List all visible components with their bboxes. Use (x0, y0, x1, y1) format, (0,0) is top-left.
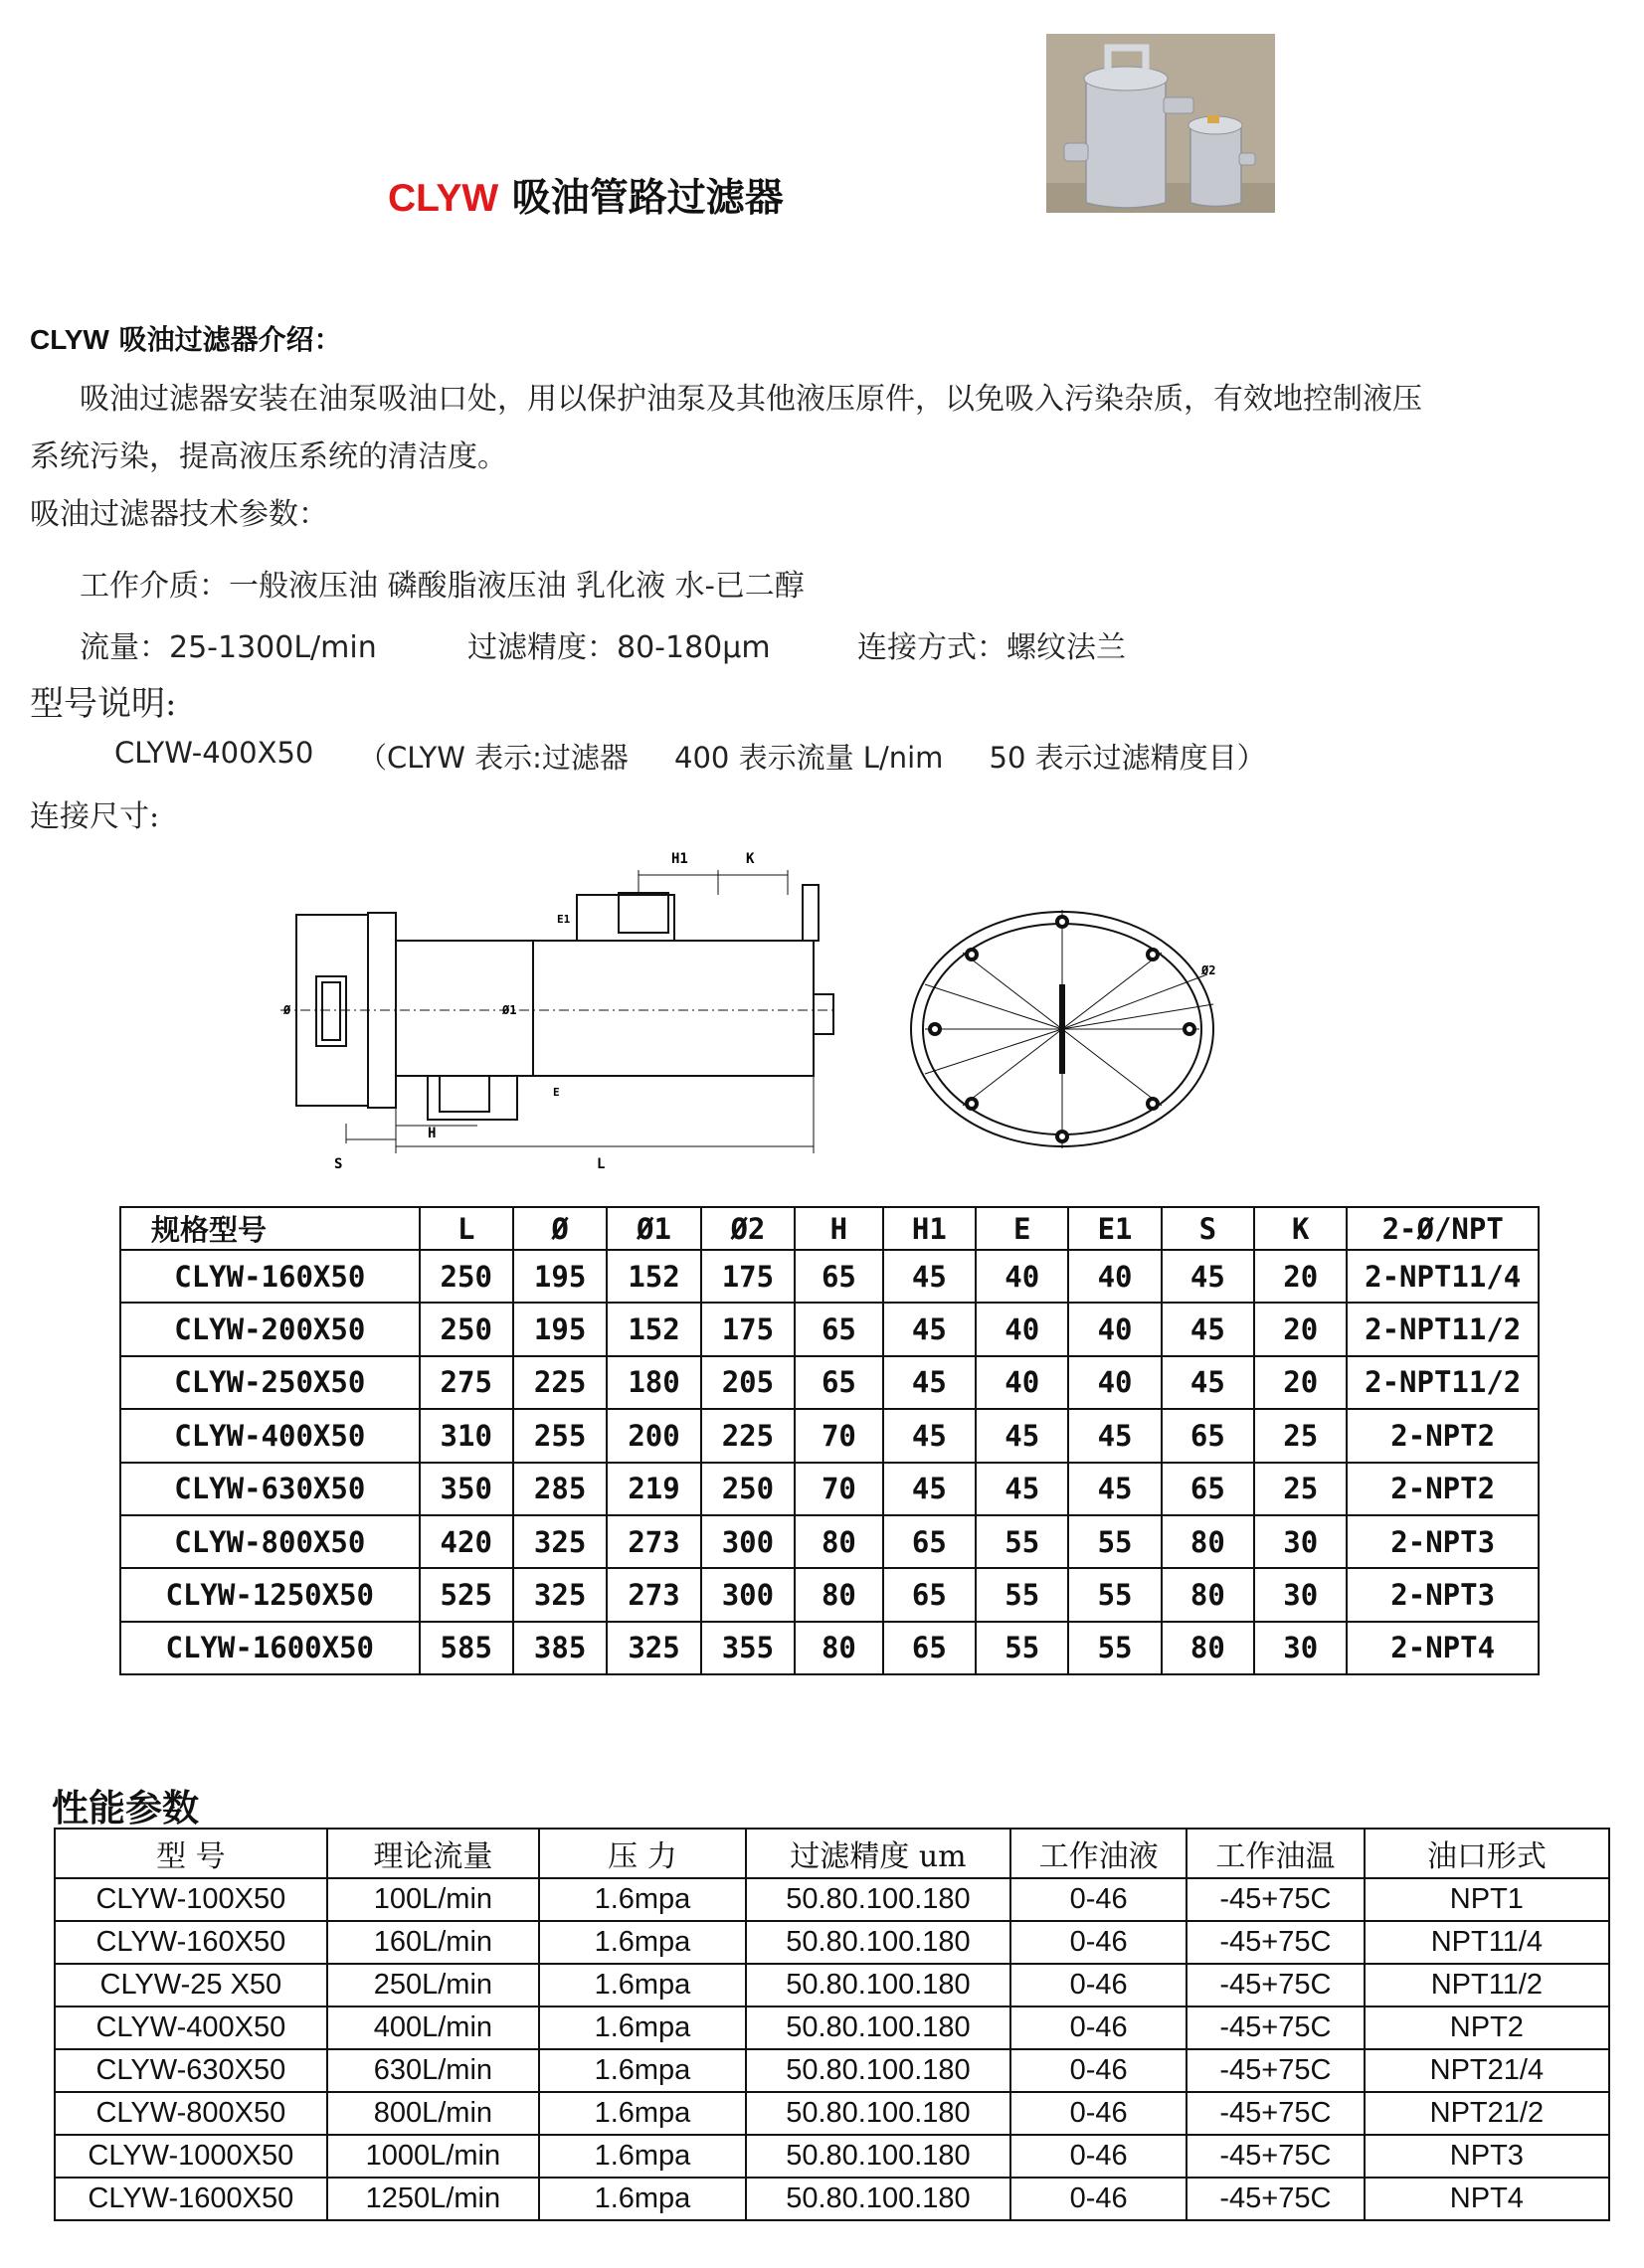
spec-cell: 325 (513, 1515, 607, 1568)
spec-table-body (120, 1250, 1539, 1674)
perf-cell: NPT3 (1365, 2135, 1609, 2178)
perf-cell: 400L/min (327, 2006, 539, 2049)
perf-header-cell: 工作油液 (1010, 1829, 1187, 1878)
spec-cell: 65 (795, 1250, 883, 1303)
spec-table-row (120, 1463, 1539, 1515)
spec-header-cell: Ø2 (701, 1207, 795, 1250)
spec-cell: 350 (420, 1463, 513, 1515)
spec-cell: 65 (883, 1622, 976, 1674)
tech-params-heading: 吸油过滤器技术参数： (30, 497, 328, 532)
perf-cell: 0-46 (1010, 1964, 1187, 2006)
spec-cell: 70 (795, 1463, 883, 1515)
spec-cell: 2-NPT4 (1347, 1622, 1539, 1674)
spec-cell: 525 (420, 1568, 513, 1621)
spec-header-cell: L (420, 1207, 513, 1250)
spec-cell: CLYW-400X50 (120, 1409, 420, 1462)
spec-cell: 65 (1162, 1409, 1254, 1462)
working-medium: 工作介质：一般液压油 磷酸脂液压油 乳化液 水-已二醇 (80, 569, 805, 604)
perf-cell: -45+75C (1187, 2006, 1365, 2049)
perf-header-cell: 工作油温 (1187, 1829, 1365, 1878)
filter-dimension-drawing (278, 851, 1253, 1203)
spec-cell: 2-NPT3 (1347, 1568, 1539, 1621)
perf-cell: NPT21/4 (1365, 2049, 1609, 2092)
spec-cell: 273 (607, 1568, 700, 1621)
perf-cell: 50.80.100.180 (746, 2049, 1010, 2092)
spec-cell: 80 (795, 1515, 883, 1568)
dim-label-k: K (746, 851, 755, 867)
spec-cell: 40 (976, 1356, 1068, 1409)
model-heading: 型号说明: (30, 684, 177, 724)
perf-cell: 0-46 (1010, 1878, 1187, 1921)
spec-cell: 300 (701, 1568, 795, 1621)
spec-cell: 45 (1162, 1250, 1254, 1303)
perf-table-row (55, 2135, 1609, 2178)
perf-table-row (55, 1964, 1609, 2006)
perf-cell: 50.80.100.180 (746, 2092, 1010, 2135)
perf-cell: NPT1 (1365, 1878, 1609, 1921)
spec-cell: 30 (1254, 1568, 1347, 1621)
perf-cell: NPT2 (1365, 2006, 1609, 2049)
spec-cell: 40 (1068, 1250, 1161, 1303)
spec-cell: CLYW-250X50 (120, 1356, 420, 1409)
spec-cell: 20 (1254, 1356, 1347, 1409)
spec-cell: 40 (976, 1250, 1068, 1303)
spec-cell: 385 (513, 1622, 607, 1674)
title-text: 吸油管路过滤器 (498, 176, 784, 221)
technical-drawing (278, 851, 1253, 1203)
filter-product-image (1046, 34, 1275, 213)
spec-cell: 65 (795, 1303, 883, 1355)
dim-label-phi2: Ø2 (1201, 963, 1216, 977)
perf-cell: -45+75C (1187, 2092, 1365, 2135)
spec-cell: 65 (883, 1515, 976, 1568)
perf-cell: CLYW-630X50 (55, 2049, 327, 2092)
spec-cell: CLYW-1600X50 (120, 1622, 420, 1674)
perf-cell: 630L/min (327, 2049, 539, 2092)
perf-table-header-row (55, 1829, 1609, 1878)
spec-cell: 310 (420, 1409, 513, 1462)
spec-cell: 45 (1162, 1356, 1254, 1409)
perf-header-cell: 过滤精度 um (746, 1829, 1010, 1878)
spec-header-cell: 规格型号 (120, 1207, 420, 1250)
spec-cell: 45 (1162, 1303, 1254, 1355)
spec-cell: 45 (883, 1303, 976, 1355)
perf-cell: 0-46 (1010, 2049, 1187, 2092)
spec-cell: 55 (1068, 1515, 1161, 1568)
spec-cell: 325 (607, 1622, 700, 1674)
spec-table-row (120, 1515, 1539, 1568)
dim-label-s: S (334, 1156, 343, 1172)
spec-cell: 255 (513, 1409, 607, 1462)
spec-cell: 355 (701, 1622, 795, 1674)
dim-label-h: H (428, 1126, 437, 1141)
perf-table-row (55, 1921, 1609, 1964)
perf-table-row (55, 2006, 1609, 2049)
perf-cell: NPT4 (1365, 2178, 1609, 2220)
perf-cell: NPT21/2 (1365, 2092, 1609, 2135)
perf-cell: 50.80.100.180 (746, 1964, 1010, 2006)
perf-cell: -45+75C (1187, 1878, 1365, 1921)
perf-cell: 0-46 (1010, 2092, 1187, 2135)
spec-cell: 45 (976, 1463, 1068, 1515)
spec-cell: 25 (1254, 1409, 1347, 1462)
perf-cell: 160L/min (327, 1921, 539, 1964)
spec-cell: 55 (1068, 1622, 1161, 1674)
spec-cell: 45 (883, 1250, 976, 1303)
spec-cell: 200 (607, 1409, 700, 1462)
perf-cell: 1.6mpa (539, 1964, 746, 2006)
spec-cell: 55 (976, 1568, 1068, 1621)
spec-cell: 585 (420, 1622, 513, 1674)
spec-cell: 250 (420, 1250, 513, 1303)
spec-cell: 80 (1162, 1568, 1254, 1621)
flow-rate: 流量：25-1300L/min (80, 630, 377, 665)
perf-title: 性能参数 (52, 1787, 199, 1830)
spec-cell: 2-NPT3 (1347, 1515, 1539, 1568)
perf-cell: 0-46 (1010, 2135, 1187, 2178)
dim-label-h1: H1 (671, 851, 688, 867)
spec-header-cell: H1 (883, 1207, 976, 1250)
spec-cell: 250 (701, 1463, 795, 1515)
spec-cell: 45 (883, 1463, 976, 1515)
perf-table-row (55, 2178, 1609, 2220)
spec-cell: 55 (976, 1622, 1068, 1674)
spec-table-header-row (120, 1207, 1539, 1250)
spec-cell: 20 (1254, 1303, 1347, 1355)
spec-table (119, 1206, 1540, 1675)
spec-header-cell: K (1254, 1207, 1347, 1250)
spec-cell: 225 (701, 1409, 795, 1462)
perf-table-row (55, 2092, 1609, 2135)
connection-size-heading: 连接尺寸: (30, 799, 160, 834)
spec-table-row (120, 1356, 1539, 1409)
spec-cell: 175 (701, 1250, 795, 1303)
spec-cell: 40 (1068, 1303, 1161, 1355)
spec-cell: 30 (1254, 1622, 1347, 1674)
perf-cell: 250L/min (327, 1964, 539, 2006)
spec-header-cell: E1 (1068, 1207, 1161, 1250)
perf-cell: 50.80.100.180 (746, 1878, 1010, 1921)
intro-paragraph-line2: 系统污染，提高液压系统的清洁度。 (30, 439, 507, 474)
perf-cell: 1.6mpa (539, 2178, 746, 2220)
spec-cell: 80 (795, 1622, 883, 1674)
spec-cell: 45 (1068, 1409, 1161, 1462)
spec-header-cell: H (795, 1207, 883, 1250)
spec-header-cell: 2-Ø/NPT (1347, 1207, 1539, 1250)
spec-cell: 205 (701, 1356, 795, 1409)
perf-header-cell: 压 力 (539, 1829, 746, 1878)
perf-table-row (55, 1878, 1609, 1921)
perf-table (54, 1828, 1610, 2221)
perf-cell: 1.6mpa (539, 2135, 746, 2178)
perf-cell: 0-46 (1010, 2178, 1187, 2220)
perf-cell: NPT11/4 (1365, 1921, 1609, 1964)
perf-cell: CLYW-1600X50 (55, 2178, 327, 2220)
spec-header-cell: Ø1 (607, 1207, 700, 1250)
spec-cell: CLYW-630X50 (120, 1463, 420, 1515)
spec-cell: 2-NPT2 (1347, 1409, 1539, 1462)
spec-cell: 219 (607, 1463, 700, 1515)
model-explanation: （CLYW 表示:过滤器 400 表示流量 L/nim 50 表示过滤精度目） (358, 741, 1266, 775)
spec-cell: CLYW-200X50 (120, 1303, 420, 1355)
perf-cell: 1.6mpa (539, 2006, 746, 2049)
perf-cell: CLYW-400X50 (55, 2006, 327, 2049)
intro-paragraph-line1: 吸油过滤器安装在油泵吸油口处，用以保护油泵及其他液压原件，以免吸入污染杂质，有效地控制液压 (80, 382, 1422, 417)
perf-table-row (55, 2049, 1609, 2092)
spec-cell: 2-NPT11/2 (1347, 1356, 1539, 1409)
spec-cell: 45 (883, 1409, 976, 1462)
perf-table-body (55, 1878, 1609, 2220)
spec-cell: 273 (607, 1515, 700, 1568)
perf-cell: 1.6mpa (539, 1921, 746, 1964)
spec-cell: 420 (420, 1515, 513, 1568)
spec-cell: 30 (1254, 1515, 1347, 1568)
perf-cell: -45+75C (1187, 1921, 1365, 1964)
spec-cell: 45 (976, 1409, 1068, 1462)
perf-cell: 1.6mpa (539, 1878, 746, 1921)
spec-cell: 2-NPT11/2 (1347, 1303, 1539, 1355)
spec-cell: 325 (513, 1568, 607, 1621)
spec-cell: 2-NPT2 (1347, 1463, 1539, 1515)
perf-cell: 1000L/min (327, 2135, 539, 2178)
perf-cell: 1.6mpa (539, 2092, 746, 2135)
spec-cell: 80 (795, 1568, 883, 1621)
perf-cell: 800L/min (327, 2092, 539, 2135)
page-title (388, 167, 784, 223)
spec-cell: CLYW-160X50 (120, 1250, 420, 1303)
spec-cell: 152 (607, 1303, 700, 1355)
spec-table-row (120, 1409, 1539, 1462)
spec-cell: 195 (513, 1303, 607, 1355)
spec-cell: 65 (883, 1568, 976, 1621)
dim-label-e: E (553, 1086, 560, 1099)
perf-cell: -45+75C (1187, 2178, 1365, 2220)
perf-header-cell: 型 号 (55, 1829, 327, 1878)
perf-cell: 50.80.100.180 (746, 2135, 1010, 2178)
filter-precision: 过滤精度：80-180μm (467, 630, 771, 665)
perf-cell: 0-46 (1010, 1921, 1187, 1964)
spec-cell: 45 (883, 1356, 976, 1409)
title-brand: CLYW (388, 177, 499, 220)
dim-label-phi: Ø (283, 1003, 291, 1017)
spec-cell: 152 (607, 1250, 700, 1303)
spec-cell: 195 (513, 1250, 607, 1303)
product-photo (1046, 34, 1275, 213)
spec-cell: 180 (607, 1356, 700, 1409)
perf-cell: 50.80.100.180 (746, 1921, 1010, 1964)
perf-header-cell: 油口形式 (1365, 1829, 1609, 1878)
connection-method: 连接方式：螺纹法兰 (857, 630, 1126, 665)
spec-cell: 225 (513, 1356, 607, 1409)
spec-cell: 20 (1254, 1250, 1347, 1303)
spec-cell: CLYW-1250X50 (120, 1568, 420, 1621)
perf-cell: 50.80.100.180 (746, 2178, 1010, 2220)
spec-header-cell: S (1162, 1207, 1254, 1250)
spec-cell: 55 (1068, 1568, 1161, 1621)
spec-header-cell: E (976, 1207, 1068, 1250)
spec-cell: 65 (795, 1356, 883, 1409)
perf-header-cell: 理论流量 (327, 1829, 539, 1878)
spec-table-row (120, 1622, 1539, 1674)
model-example: CLYW-400X50 (114, 736, 314, 770)
perf-cell: CLYW-25 X50 (55, 1964, 327, 2006)
spec-cell: 250 (420, 1303, 513, 1355)
spec-cell: 300 (701, 1515, 795, 1568)
spec-cell: 40 (1068, 1356, 1161, 1409)
spec-cell: 70 (795, 1409, 883, 1462)
intro-heading-brand: CLYW (30, 324, 109, 355)
spec-cell: 25 (1254, 1463, 1347, 1515)
perf-cell: 1250L/min (327, 2178, 539, 2220)
dim-label-l: L (597, 1156, 606, 1172)
perf-cell: 50.80.100.180 (746, 2006, 1010, 2049)
dim-label-e1-top: E1 (557, 913, 571, 926)
spec-cell: 80 (1162, 1515, 1254, 1568)
spec-cell: 285 (513, 1463, 607, 1515)
spec-cell: CLYW-800X50 (120, 1515, 420, 1568)
perf-cell: CLYW-160X50 (55, 1921, 327, 1964)
perf-cell: CLYW-100X50 (55, 1878, 327, 1921)
spec-cell: 80 (1162, 1622, 1254, 1674)
perf-cell: -45+75C (1187, 2049, 1365, 2092)
spec-cell: 175 (701, 1303, 795, 1355)
spec-cell: 40 (976, 1303, 1068, 1355)
spec-cell: 65 (1162, 1463, 1254, 1515)
perf-cell: -45+75C (1187, 1964, 1365, 2006)
perf-cell: 1.6mpa (539, 2049, 746, 2092)
perf-cell: CLYW-1000X50 (55, 2135, 327, 2178)
perf-cell: CLYW-800X50 (55, 2092, 327, 2135)
perf-cell: 0-46 (1010, 2006, 1187, 2049)
spec-cell: 55 (976, 1515, 1068, 1568)
perf-cell: -45+75C (1187, 2135, 1365, 2178)
dim-label-phi1: Ø1 (502, 1003, 517, 1017)
perf-cell: 100L/min (327, 1878, 539, 1921)
spec-table-row (120, 1250, 1539, 1303)
spec-cell: 2-NPT11/4 (1347, 1250, 1539, 1303)
perf-cell: NPT11/2 (1365, 1964, 1609, 2006)
intro-heading-text: 吸油过滤器介绍： (108, 323, 342, 356)
spec-table-row (120, 1303, 1539, 1355)
spec-header-cell: Ø (513, 1207, 607, 1250)
spec-cell: 275 (420, 1356, 513, 1409)
intro-heading (30, 318, 342, 358)
spec-table-row (120, 1568, 1539, 1621)
spec-cell: 45 (1068, 1463, 1161, 1515)
